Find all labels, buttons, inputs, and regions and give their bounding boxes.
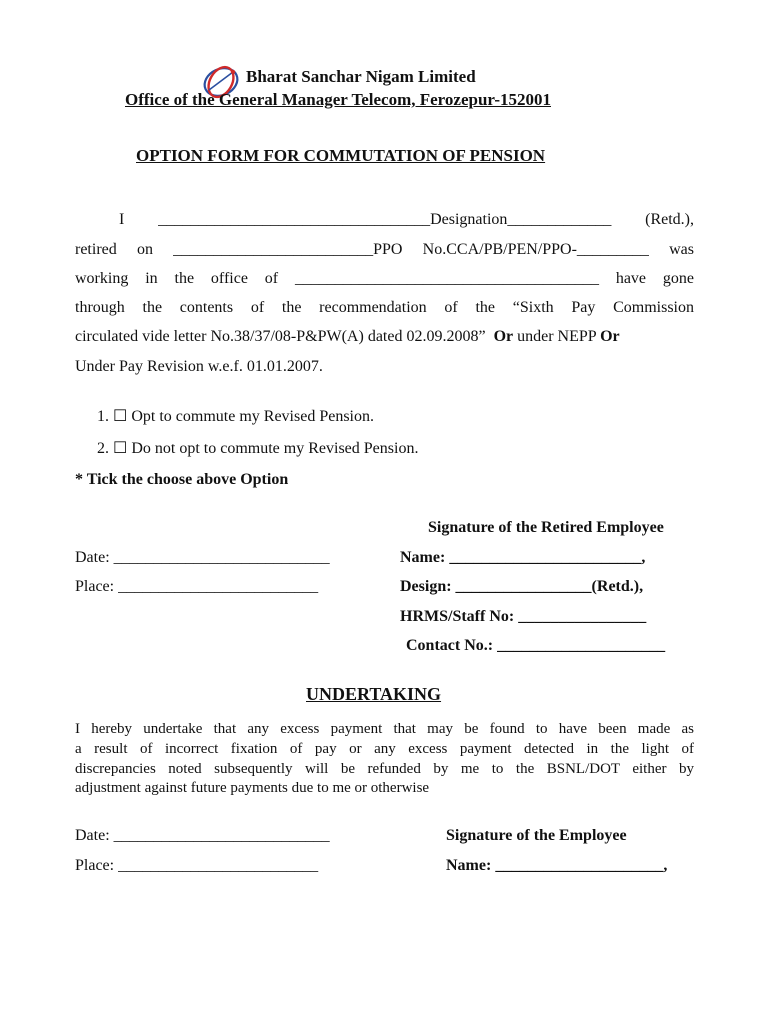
or-label-1: Or	[493, 328, 514, 345]
option-label: Opt to commute my Revised Pension.	[131, 408, 374, 425]
checkbox-1[interactable]: ☐	[113, 408, 128, 425]
option-2	[97, 438, 418, 458]
undertaking-line-2: a result of incorrect fixation of pay or any excess payment detected in the light of	[75, 741, 694, 757]
contact-field[interactable]: Contact No.: _____________________	[406, 637, 666, 654]
option-label: Do not opt to commute my Revised Pension.	[131, 440, 419, 457]
option-1	[97, 406, 374, 426]
body-line-2: retired on _________________________PPO No.CCA/PB/PEN/PPO-_________ was	[75, 241, 694, 258]
employee-place-field[interactable]: Place: _________________________	[75, 857, 319, 874]
retired-signature-heading: Signature of the Retired Employee	[428, 519, 664, 536]
date-field[interactable]: Date: ___________________________	[75, 549, 330, 566]
nepp-text: under NEPP	[517, 328, 597, 345]
checkbox-2[interactable]: ☐	[113, 440, 128, 457]
body-line-5	[75, 328, 620, 346]
place-field[interactable]: Place: _________________________	[75, 578, 319, 595]
tick-note: * Tick the choose above Option	[75, 471, 289, 488]
office-address: Office of the General Manager Telecom, Ferozepur-152001	[125, 90, 551, 109]
body-line-1: I __________________________________Designation_____________ (Retd.),	[119, 211, 694, 228]
option-number: 2.	[97, 440, 109, 457]
undertaking-title: UNDERTAKING	[306, 684, 442, 704]
body-line-5-letter: circulated vide letter No.38/37/08-P&PW(A) dated 02.09.2008”	[75, 328, 486, 345]
design-field[interactable]: Design: _________________(Retd.),	[400, 578, 644, 595]
option-number: 1.	[97, 408, 109, 425]
undertaking-line-3: discrepancies noted subsequently will be refunded by me to the BSNL/DOT either by	[75, 761, 694, 777]
body-line-4: through the contents of the recommendation of the “Sixth Pay Commission	[75, 299, 694, 316]
undertaking-line-1: I hereby undertake that any excess payment that may be found to have been made as	[75, 721, 694, 737]
body-line-6: Under Pay Revision w.e.f. 01.01.2007.	[75, 358, 323, 375]
undertaking-line-4: adjustment against future payments due to me or otherwise	[75, 780, 430, 796]
company-name: Bharat Sanchar Nigam Limited	[246, 67, 476, 86]
hrms-field[interactable]: HRMS/Staff No: ________________	[400, 608, 647, 625]
name-field[interactable]: Name: ________________________,	[400, 549, 646, 566]
body-line-3: working in the office of ______________________________________ have gone	[75, 270, 694, 287]
form-title: OPTION FORM FOR COMMUTATION OF PENSION	[136, 146, 546, 165]
employee-date-field[interactable]: Date: ___________________________	[75, 827, 330, 844]
employee-name-field[interactable]: Name: _____________________,	[446, 857, 668, 874]
employee-signature-heading: Signature of the Employee	[446, 827, 627, 844]
or-label-2: Or	[600, 328, 620, 345]
